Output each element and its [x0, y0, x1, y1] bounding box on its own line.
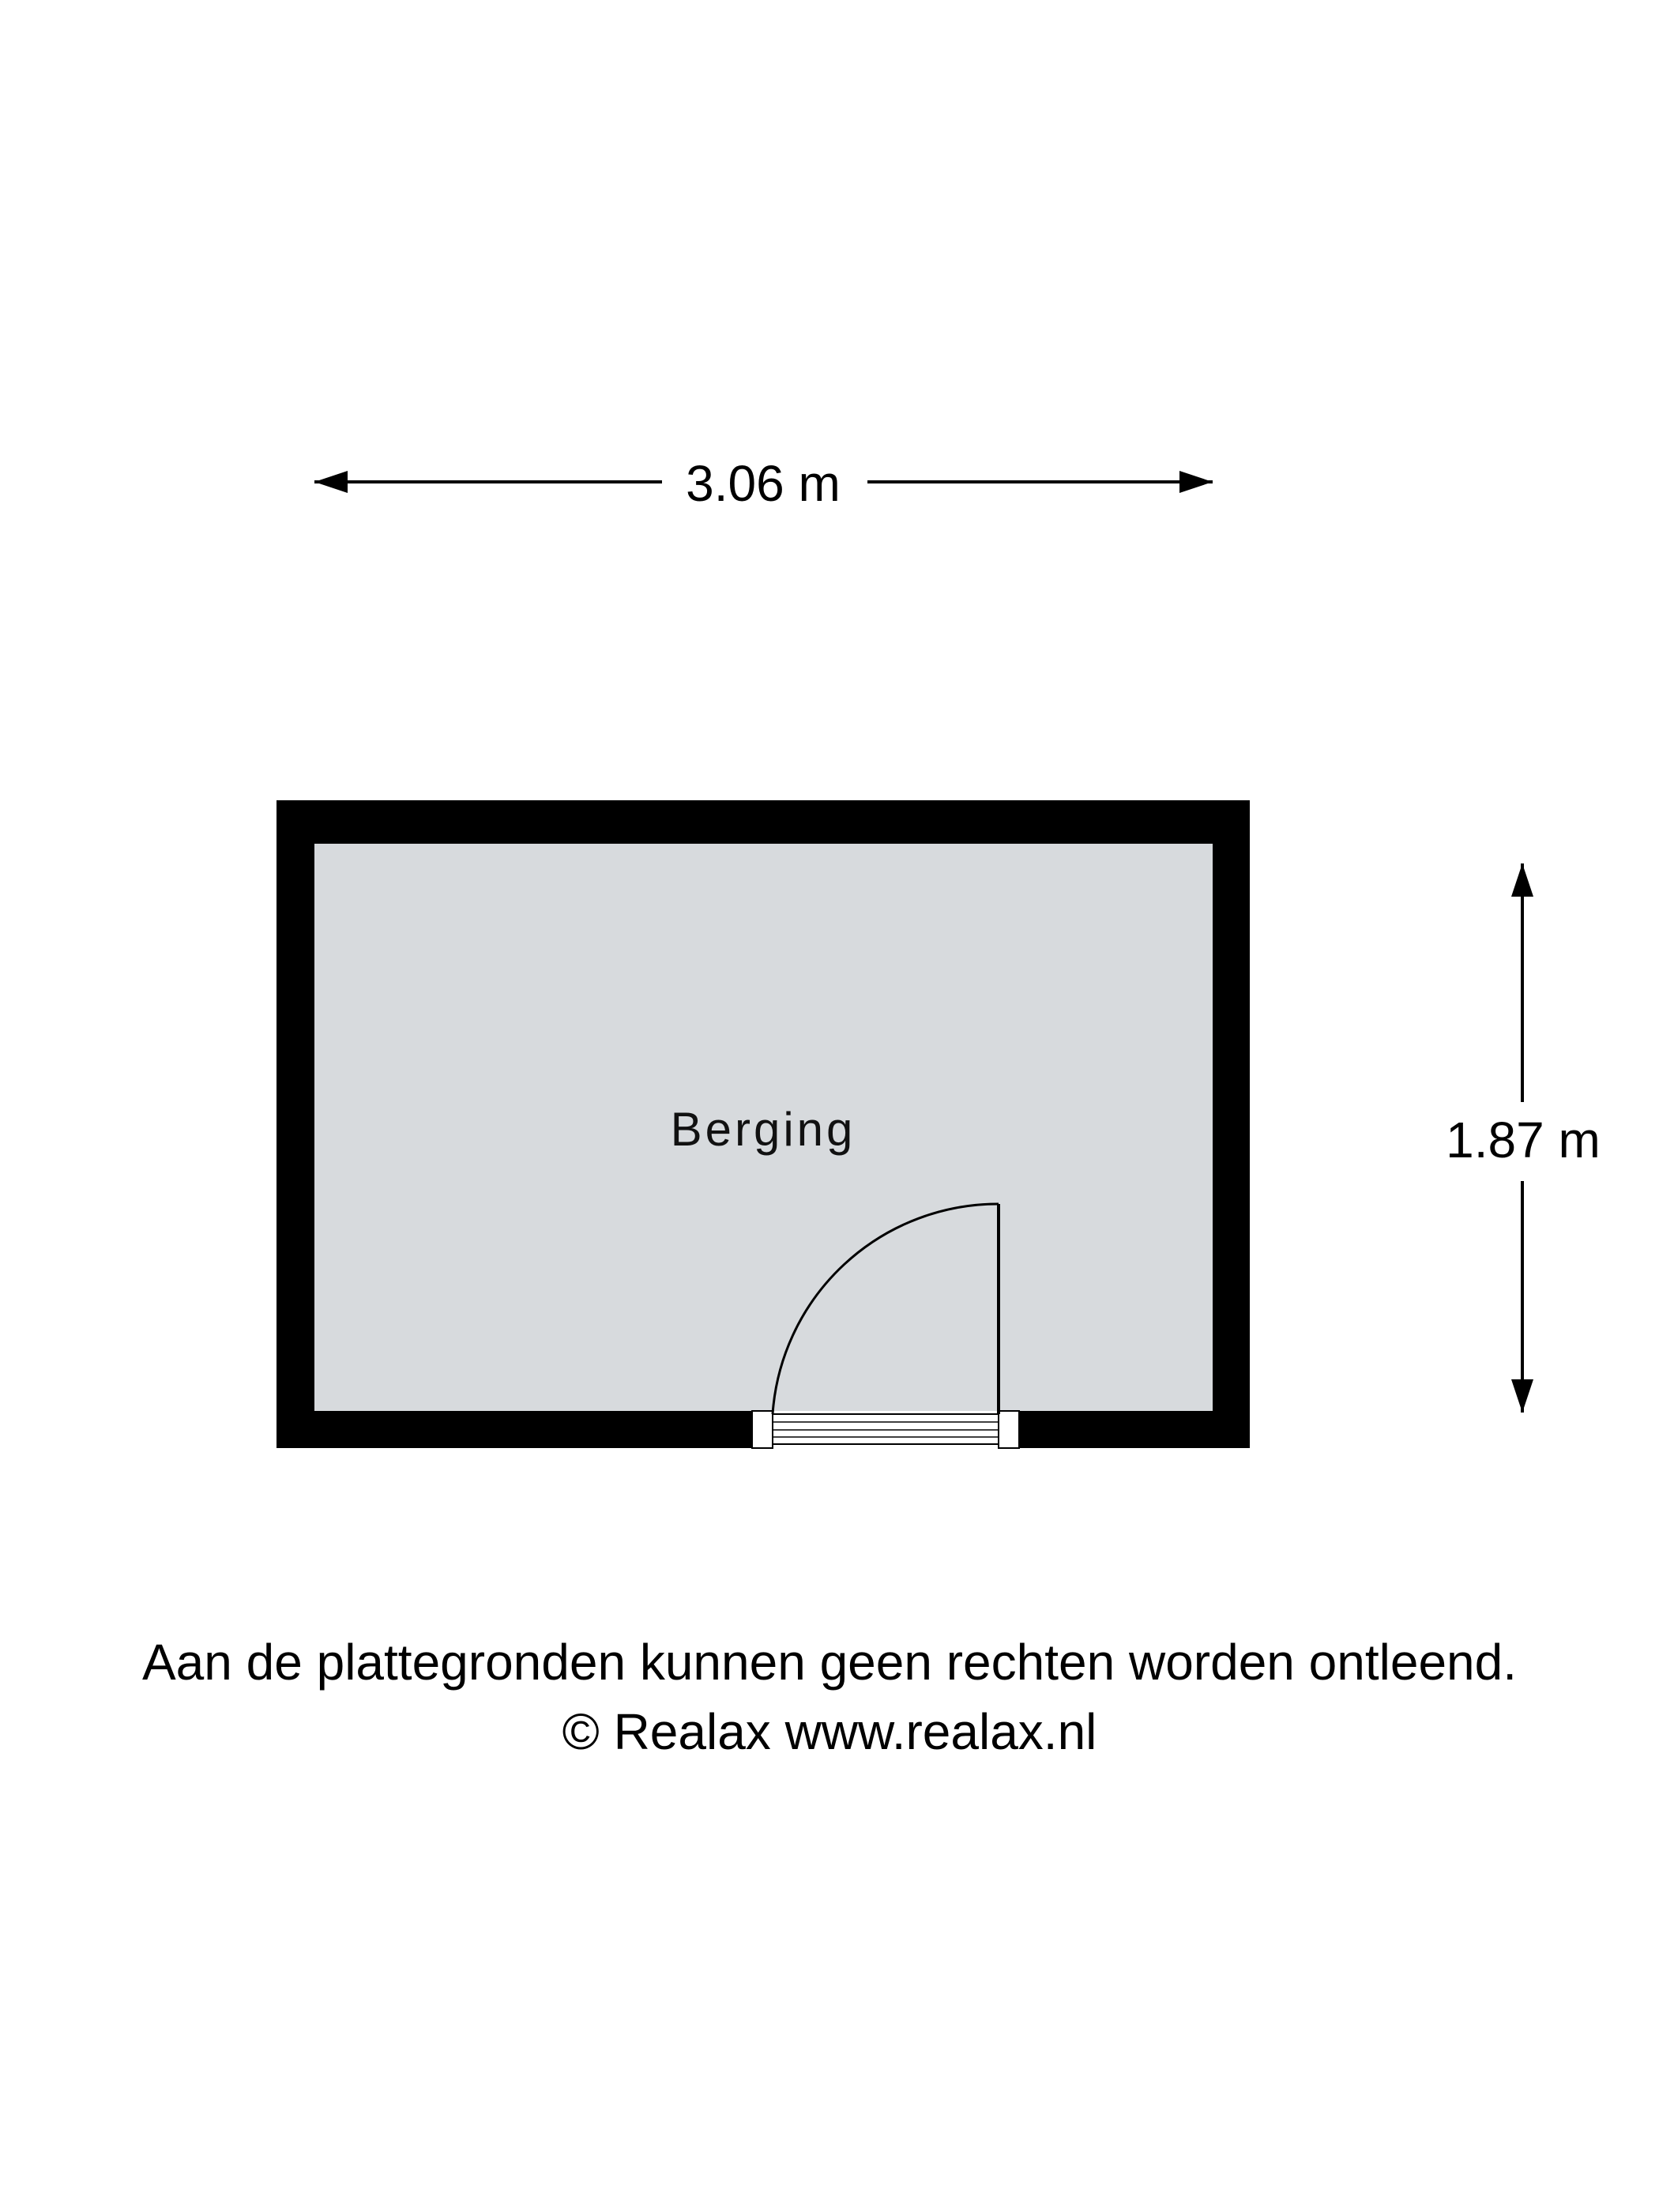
height-arrow-bottom-icon — [1511, 1379, 1533, 1413]
door-jamb-right — [999, 1411, 1019, 1448]
room-label: Berging — [670, 1103, 856, 1156]
door-jamb-left — [752, 1411, 773, 1448]
height-dimension-label: 1.87 m — [1446, 1112, 1601, 1168]
width-dimension — [314, 455, 1213, 512]
disclaimer-text: Aan de plattegronden kunnen geen rechten worden ontleend. — [141, 1634, 1518, 1691]
width-arrow-right-icon — [1179, 471, 1213, 493]
copyright-text: © Realax www.realax.nl — [562, 1703, 1097, 1760]
height-dimension — [1446, 863, 1601, 1413]
width-arrow-left-icon — [314, 471, 348, 493]
width-dimension-label: 3.06 m — [686, 455, 841, 512]
room-berging — [276, 800, 1250, 1448]
height-arrow-top-icon — [1511, 863, 1533, 897]
door-threshold — [773, 1414, 999, 1444]
